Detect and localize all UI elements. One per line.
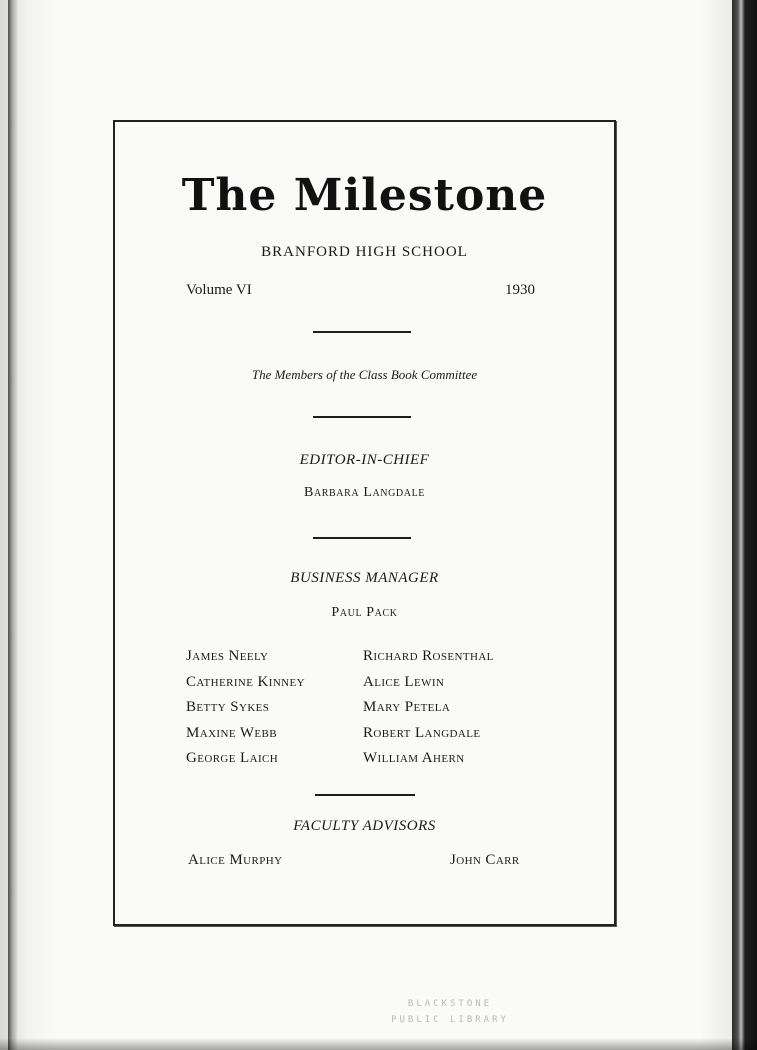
- business-name: Paul Pack: [331, 605, 398, 620]
- divider-rule: [315, 794, 415, 796]
- member-list-left: [186, 644, 305, 772]
- member-list-right: [363, 644, 494, 772]
- faculty-advisor-left: Alice Murphy: [188, 852, 283, 868]
- volume-label: Volume VI: [186, 282, 252, 298]
- member-name: Catherine Kinney: [186, 673, 305, 690]
- year-label: 1930: [505, 282, 535, 298]
- divider-rule: [313, 331, 411, 333]
- library-stamp: [375, 996, 525, 1028]
- faculty-advisor-right: John Carr: [450, 852, 520, 868]
- divider-rule: [313, 537, 411, 539]
- member-name: Richard Rosenthal: [363, 648, 494, 664]
- member-name: William Ahern: [363, 750, 465, 766]
- business-role: BUSINESS MANAGER: [290, 570, 439, 586]
- editor-role: EDITOR-IN-CHIEF: [299, 452, 430, 468]
- faculty-role: FACULTY ADVISORS: [293, 818, 436, 834]
- stamp-line: BLACKSTONE: [407, 999, 493, 1009]
- divider-rule: [313, 416, 411, 418]
- page-bottom-shadow: [0, 1038, 757, 1050]
- member-name: Alice Lewin: [363, 673, 445, 690]
- book-binding-left-edge: [8, 0, 18, 1050]
- school-name: BRANFORD HIGH SCHOOL: [261, 244, 468, 260]
- committee-heading: The Members of the Class Book Committee: [251, 367, 478, 382]
- book-binding-right-edge: [732, 0, 757, 1050]
- member-name: Mary Petela: [363, 699, 451, 715]
- member-name: Robert Langdale: [363, 724, 481, 741]
- book-title: The Milestone: [181, 170, 548, 221]
- member-name: Maxine Webb: [186, 724, 277, 741]
- member-name: George Laich: [186, 750, 279, 766]
- member-name: Betty Sykes: [186, 699, 270, 715]
- stamp-line: PUBLIC LIBRARY: [391, 1015, 509, 1025]
- page-border-frame: [113, 120, 616, 926]
- editor-name: Barbara Langdale: [304, 485, 425, 500]
- member-name: James Neely: [186, 648, 269, 664]
